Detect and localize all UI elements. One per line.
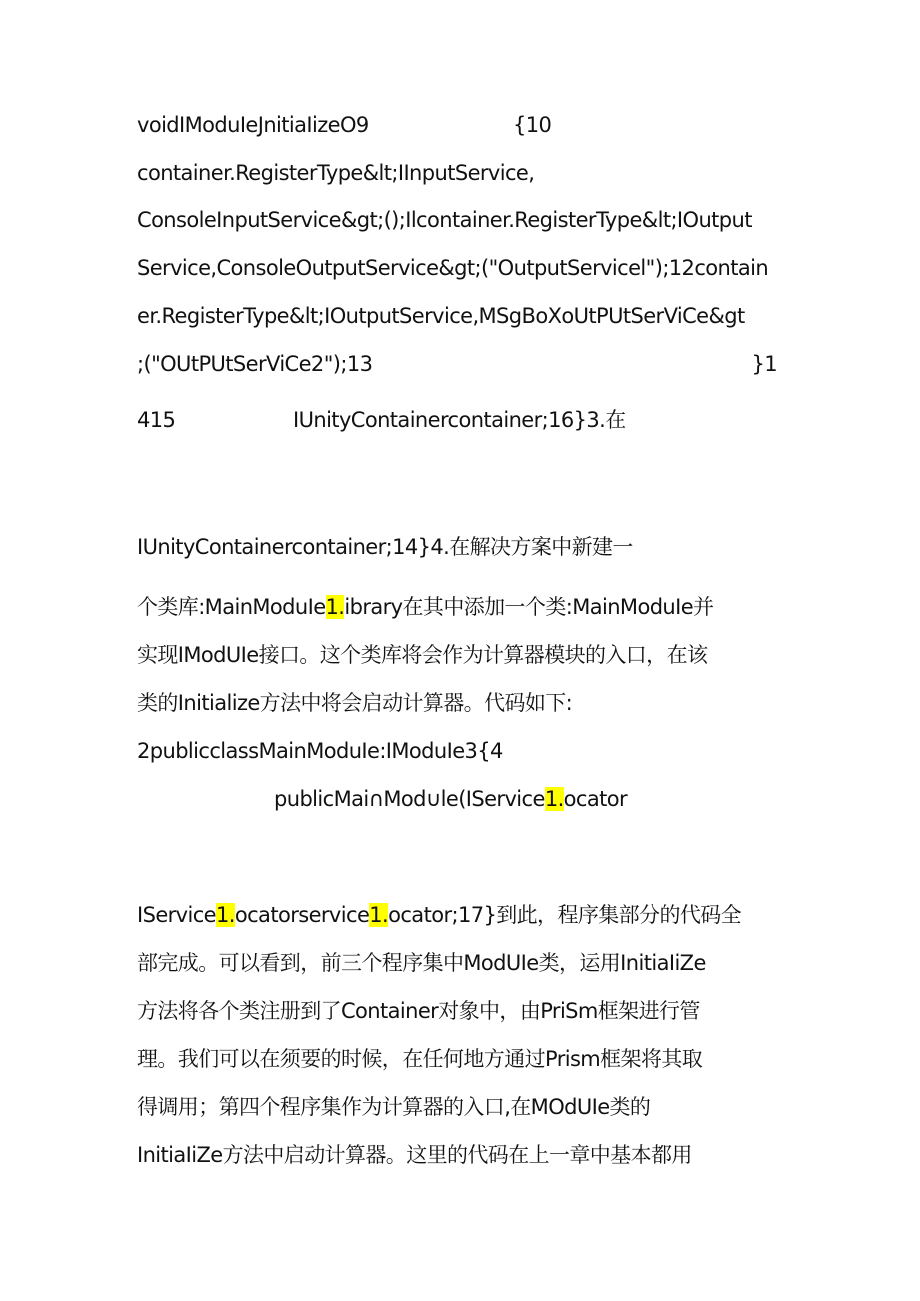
text-line: 类的Initialize方法中将会启动计算器。代码如下: — [137, 691, 573, 715]
text-line: ConsoleInputService&gt;();Ilcontainer.RegisterType&lt;IOutput — [137, 208, 752, 232]
highlight-mark: 1. — [369, 903, 389, 927]
text-line: 415 — [137, 408, 176, 432]
text-line: 得调用；第四个程序集作为计算器的入口,在MOdUIe类的 — [137, 1095, 651, 1119]
text-line: 2publicclassMainModuIe:IModuIe3{4 — [137, 739, 503, 763]
text-line: 方法将各个类注册到了Container对象中，由PriSm框架进行管 — [137, 999, 700, 1023]
text-line: publicMai∩Mod∪le(IService1.ocator — [274, 787, 628, 811]
text-line: ;("OUtPUtSerViCe2");13 — [137, 352, 373, 376]
text-line: IUnityContainercontainer;14}4.在解决方案中新建一 — [137, 535, 633, 559]
text-line: 部完成。可以看到，前三个程序集中ModUIe类，运用InitiaIiZe — [137, 951, 706, 975]
text-line: {10 — [513, 113, 552, 137]
text-line: InitiaIiZe方法中启动计算器。这里的代码在上一章中基本都用 — [137, 1143, 692, 1167]
text-line: IService1.ocatorservice1.ocator;17}到此，程序集部分的代码全 — [137, 903, 742, 927]
text-line: container.RegisterType&lt;IInputService, — [137, 161, 535, 185]
text-line: IUnityContainercontainer;16}3.在 — [293, 408, 626, 432]
text-line: Service,ConsoleOutputService&gt;("OutputServicel");12contain — [137, 256, 769, 280]
text-line: 理。我们可以在须要的时候，在任何地方通过Prism框架将其取 — [137, 1047, 703, 1071]
text-line: }1 — [751, 352, 777, 376]
text-line: voidIModuIeJnitiaIizeO9 — [137, 113, 369, 137]
text-line: 实现IModUIe接口。这个类库将会作为计算器模块的入口，在该 — [137, 643, 708, 667]
highlight-mark: 1. — [544, 787, 564, 811]
highlight-mark: 1. — [216, 903, 235, 927]
highlight-mark: 1. — [325, 595, 345, 619]
text-line: 个类库:MainModuIe1.ibrary在其中添加一个类:MainModuIe并 — [137, 595, 714, 619]
text-line: er.RegisterType&lt;IOutputService,MSgBoXoUtPUtSerViCe&gt — [137, 304, 745, 328]
